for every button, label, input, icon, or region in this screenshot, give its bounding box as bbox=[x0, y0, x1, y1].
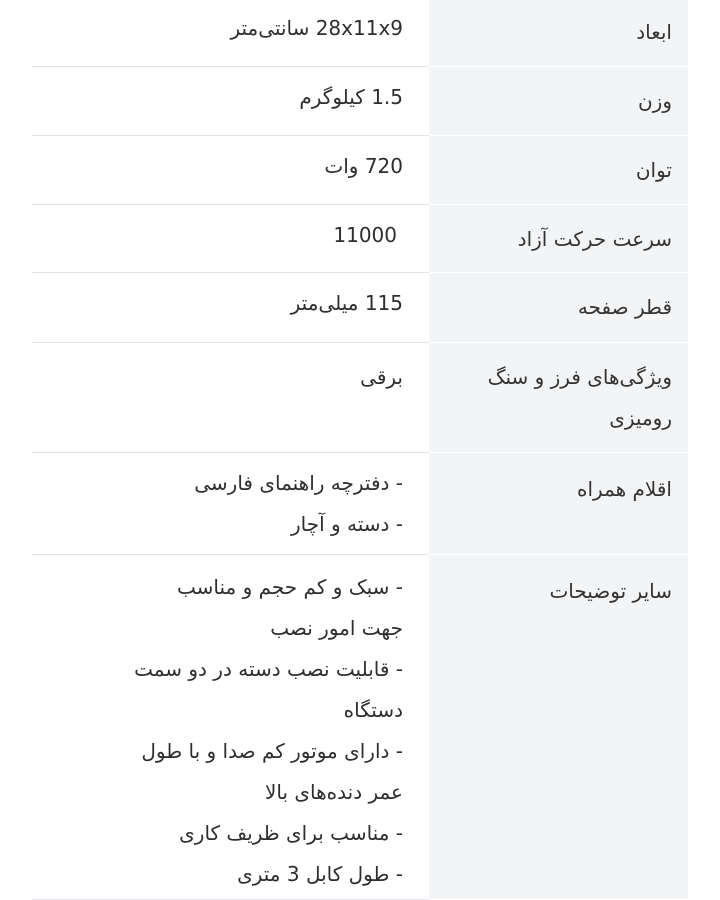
spec-label-text: سرعت حرکت آزاد bbox=[517, 226, 672, 251]
spec-value-text: 115 میلی‌متر bbox=[290, 290, 403, 315]
spec-label-text: قطر صفحه bbox=[577, 294, 672, 319]
spec-label-text: اقلام همراه bbox=[577, 476, 672, 501]
spec-value bbox=[32, 135, 429, 204]
spec-label bbox=[429, 135, 688, 204]
spec-label-text: رومیزی bbox=[609, 405, 672, 430]
spec-value-text: - مناسب برای ظریف کاری bbox=[179, 820, 403, 845]
spec-row-other-notes bbox=[32, 554, 688, 899]
spec-value-text: - طول کابل 3 متری bbox=[237, 861, 403, 886]
spec-row-no-load-speed bbox=[32, 204, 688, 272]
spec-label bbox=[429, 554, 688, 899]
spec-value-text: - دسته و آچار bbox=[290, 511, 403, 536]
spec-value-text: - قابلیت نصب دسته در دو سمت bbox=[134, 656, 403, 681]
spec-label-text: وزن bbox=[637, 88, 672, 113]
spec-label-text: ابعاد bbox=[636, 20, 672, 44]
spec-value-text: 1.5 کیلوگرم bbox=[299, 84, 403, 109]
spec-value bbox=[32, 342, 429, 452]
specifications-table bbox=[32, 0, 688, 900]
spec-row-power bbox=[32, 135, 688, 204]
spec-label bbox=[429, 0, 688, 66]
spec-row-disc-diameter bbox=[32, 272, 688, 342]
spec-value-text: 28x11x9 سانتی‌متر bbox=[230, 16, 403, 40]
spec-value bbox=[32, 452, 429, 554]
spec-row-included-items bbox=[32, 452, 688, 554]
spec-value-text: - دفترچه راهنمای فارسی bbox=[194, 470, 403, 495]
spec-value bbox=[32, 554, 429, 899]
spec-label bbox=[429, 272, 688, 342]
spec-row-dimensions bbox=[32, 0, 688, 66]
spec-label bbox=[429, 66, 688, 135]
spec-label bbox=[429, 204, 688, 272]
spec-value bbox=[32, 272, 429, 342]
spec-row-weight bbox=[32, 66, 688, 135]
spec-value-text: 11000 bbox=[333, 222, 397, 247]
spec-value-text: عمر دنده‌های بالا bbox=[264, 779, 403, 804]
spec-value-text: 720 وات bbox=[324, 153, 403, 178]
spec-value-text: برقی bbox=[360, 364, 403, 389]
spec-label bbox=[429, 342, 688, 452]
spec-value bbox=[32, 66, 429, 135]
spec-label-text: سایر توضیحات bbox=[549, 578, 672, 603]
spec-value-text: - دارای موتور کم صدا و با طول bbox=[141, 738, 403, 763]
spec-value-text: - سبک و کم حجم و مناسب bbox=[176, 574, 403, 599]
spec-value-text: جهت امور نصب bbox=[270, 615, 403, 640]
spec-row-features bbox=[32, 342, 688, 452]
spec-value bbox=[32, 204, 429, 272]
spec-label-text: ویژگی‌های فرز و سنگ bbox=[487, 364, 672, 389]
spec-value bbox=[32, 0, 429, 66]
spec-label-text: توان bbox=[635, 157, 672, 182]
spec-value-text: دستگاه bbox=[343, 697, 403, 722]
spec-label bbox=[429, 452, 688, 554]
